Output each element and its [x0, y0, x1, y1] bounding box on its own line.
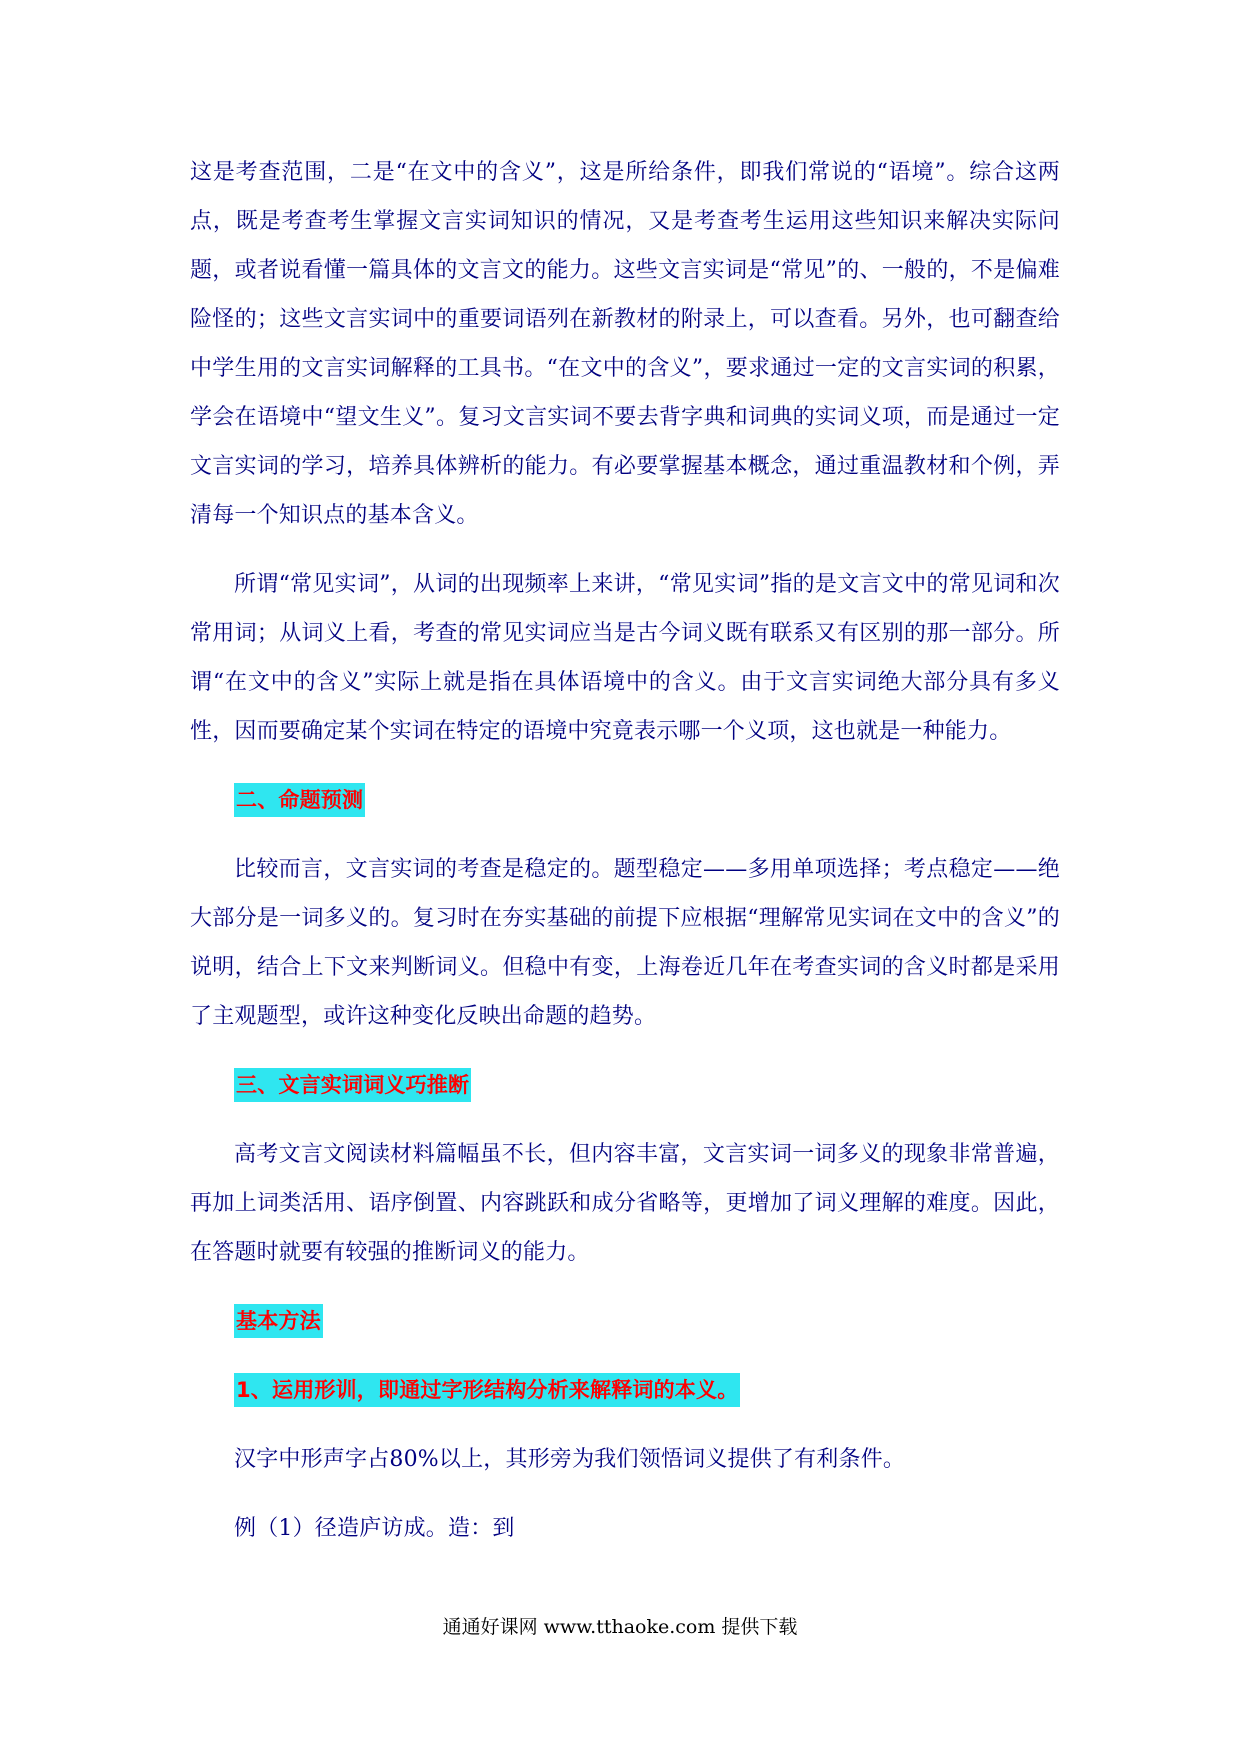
document-body: [190, 148, 1060, 1553]
paragraph-example-1: 例（1）径造庐访成。造：到: [234, 1516, 515, 1541]
paragraph-phonetic-compounds: 汉字中形声字占80%以上，其形旁为我们领悟词义提供了有利条件。: [234, 1447, 906, 1472]
subheading-basic-method: 基本方法: [234, 1304, 323, 1338]
paragraph-prediction: 比较而言，文言实词的考查是稳定的。题型稳定——多用单项选择；考点稳定——绝大部分是一词多义的。复习时在夯实基础的前提下应根据“理解常见实词在文中的含义”的说明，结合上下文来判断词义。但稳中有变，上海卷近几年在考查实词的含义时都是采用了主观题型，或许这种变化反映出命题的趋势。: [190, 857, 1060, 1029]
section-heading-inference-wrap: [234, 1061, 1060, 1110]
paragraph-common-words: 所谓“常见实词”，从词的出现频率上来讲，“常见实词”指的是文言文中的常见词和次常用词；从词义上看，考查的常见实词应当是古今词义既有联系又有区别的那一部分。所谓“在文中的含义”实际上就是指在具体语境中的含义。由于文言实词绝大部分具有多义性，因而要确定某个实词在特定的语境中究竟表示哪一个义项，这也就是一种能力。: [190, 572, 1060, 744]
section-heading-prediction-wrap: [234, 776, 1060, 825]
section-heading-inference: 三、文言实词词义巧推断: [234, 1068, 471, 1102]
page-footer: 通通好课网 www.tthaoke.com 提供下载: [442, 1616, 798, 1638]
subheading-basic-method-wrap: [234, 1297, 1060, 1346]
paragraph-inference: 高考文言文阅读材料篇幅虽不长，但内容丰富，文言实词一词多义的现象非常普遍，再加上词类活用、语序倒置、内容跳跃和成分省略等，更增加了词义理解的难度。因此，在答题时就要有较强的推断词义的能力。: [190, 1142, 1060, 1265]
paragraph-exam-scope: 这是考查范围，二是“在文中的含义”，这是所给条件，即我们常说的“语境”。综合这两点，既是考查考生掌握文言实词知识的情况，又是考查考生运用这些知识来解决实际问题，或者说看懂一篇具体的文言文的能力。这些文言实词是“常见”的、一般的，不是偏难险怪的；这些文言实词中的重要词语列在新教材的附录上，可以查看。另外，也可翻查给中学生用的文言实词解释的工具书。“在文中的含义”，要求通过一定的文言实词的积累，学会在语境中“望文生义”。复习文言实词不要去背字典和词典的实词义项，而是通过一定文言实词的学习，培养具体辨析的能力。有必要掌握基本概念，通过重温教材和个例，弄清每一个知识点的基本含义。: [190, 160, 1060, 528]
subheading-method-1: 1、运用形训，即通过字形结构分析来解释词的本义。: [234, 1373, 740, 1407]
section-heading-prediction: 二、命题预测: [234, 783, 365, 817]
subheading-method-1-wrap: [234, 1366, 1060, 1415]
